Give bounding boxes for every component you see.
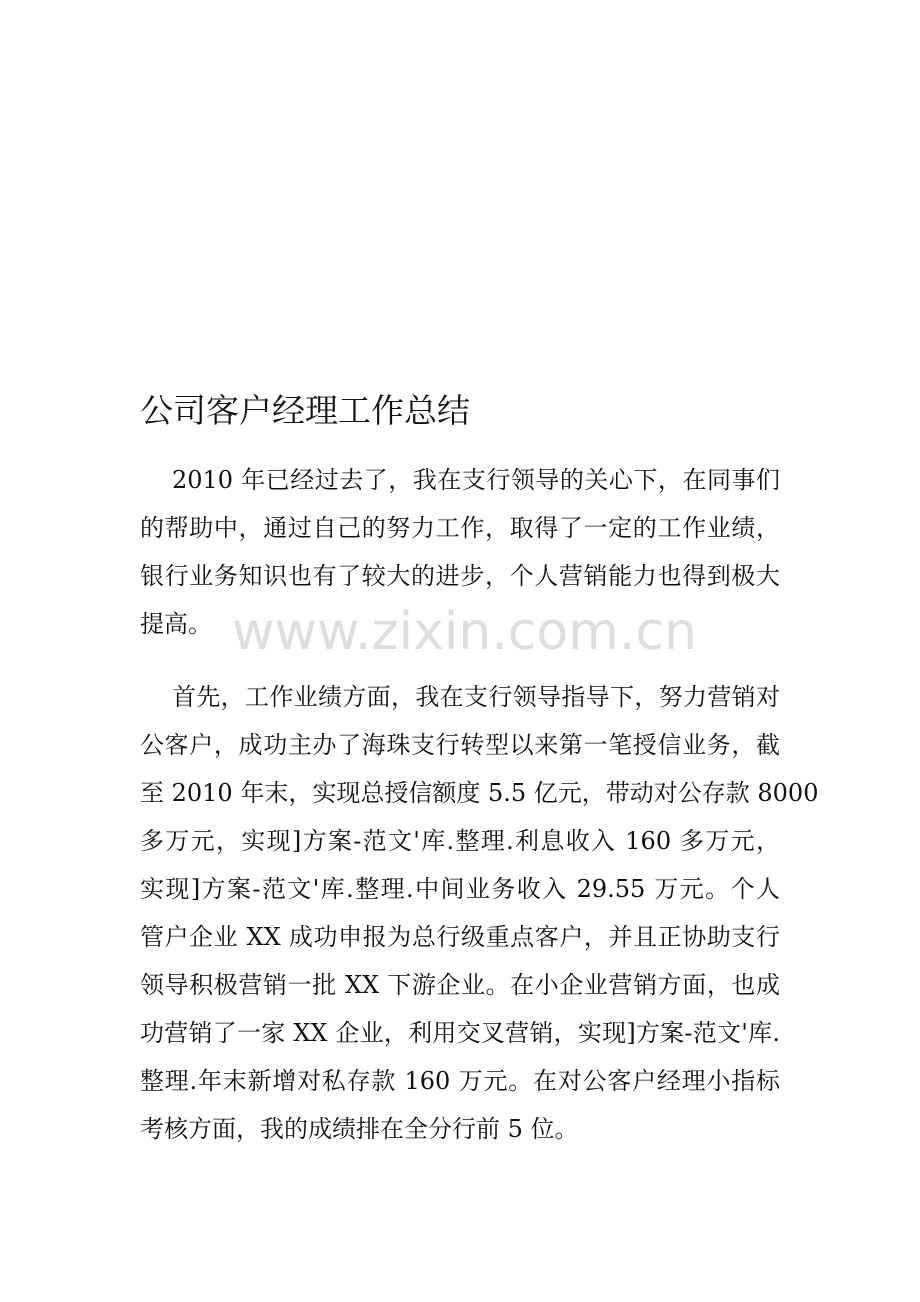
paragraph-performance bbox=[140, 673, 819, 1153]
paragraph-line: 考核方面，我的成绩排在全分行前 5 位。 bbox=[140, 1115, 579, 1143]
watermark-text: www.zixin.com.cn bbox=[232, 602, 697, 662]
paragraph-line: 功营销了一家 XX 企业，利用交叉营销，实现]方案-范文'库. bbox=[140, 1019, 780, 1047]
paragraph-line: 提高。 bbox=[140, 610, 212, 638]
document-title: 公司客户经理工作总结 bbox=[140, 391, 470, 430]
paragraph-line: 2010 年已经过去了，我在支行领导的关心下，在同事们 bbox=[172, 466, 780, 494]
paragraph-line: 领导积极营销一批 XX 下游企业。在小企业营销方面，也成 bbox=[140, 971, 780, 999]
paragraph-line: 多万元，实现]方案-范文'库.整理.利息收入 160 多万元， bbox=[140, 827, 780, 855]
paragraph-line: 公客户，成功主办了海珠支行转型以来第一笔授信业务，截 bbox=[140, 731, 780, 759]
paragraph-line: 管户企业 XX 成功申报为总行级重点客户，并且正协助支行 bbox=[140, 923, 780, 951]
paragraph-line: 的帮助中，通过自己的努力工作，取得了一定的工作业绩， bbox=[140, 514, 780, 542]
paragraph-line: 首先，工作业绩方面，我在支行领导指导下，努力营销对 bbox=[172, 683, 780, 711]
paragraph-line: 至 2010 年末，实现总授信额度 5.5 亿元，带动对公存款 8000 bbox=[140, 779, 819, 807]
paragraph-line: 银行业务知识也有了较大的进步，个人营销能力也得到极大 bbox=[140, 562, 780, 590]
paragraph-line: 实现]方案-范文'库.整理.中间业务收入 29.55 万元。个人 bbox=[140, 875, 780, 903]
paragraph-line: 整理.年末新增对私存款 160 万元。在对公客户经理小指标 bbox=[140, 1067, 780, 1095]
